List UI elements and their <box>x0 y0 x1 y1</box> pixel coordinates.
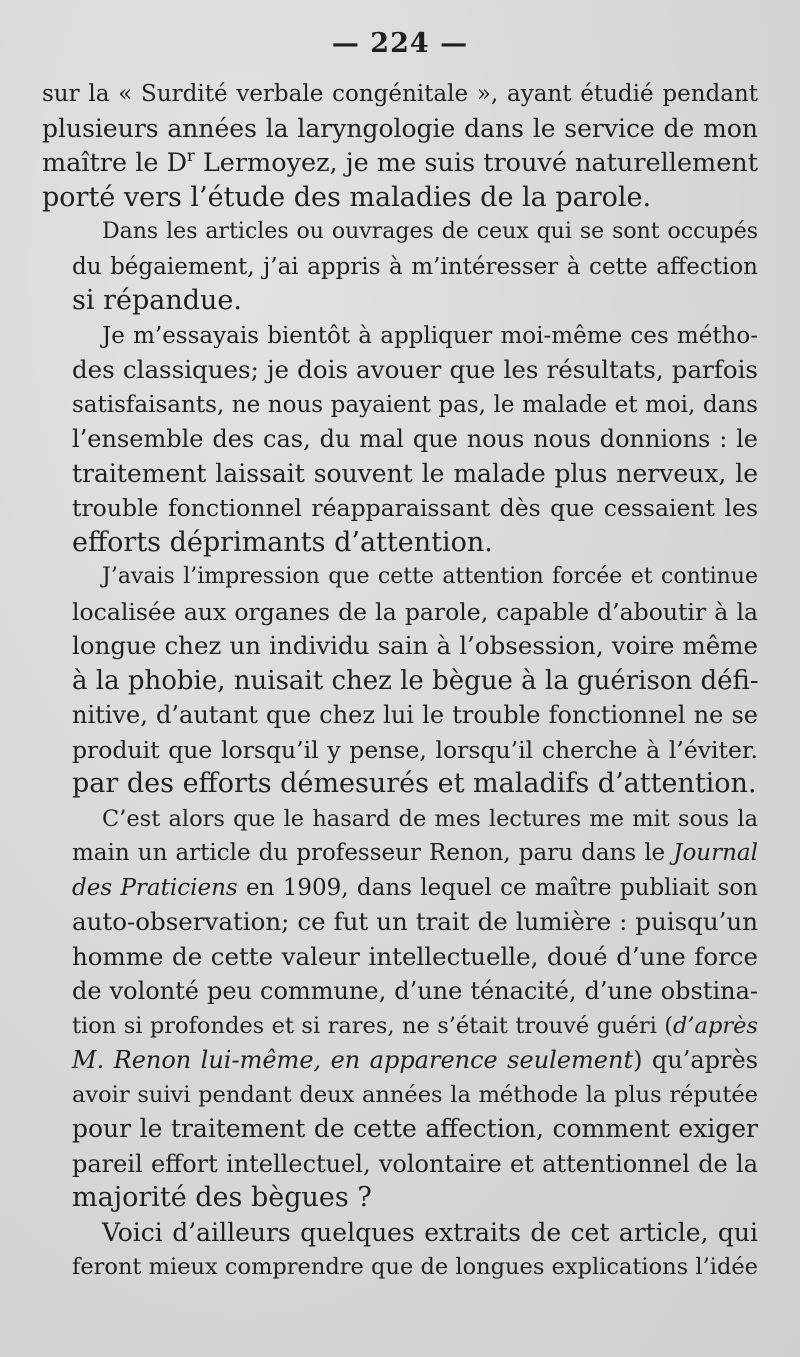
text-line: feront mieux comprendre que de longues explications l’idée <box>72 1254 758 1280</box>
text-line: pour le traitement de cette affection, comment exiger <box>72 1114 758 1143</box>
paragraph-4 <box>42 560 758 802</box>
body-text <box>42 77 758 1285</box>
text-line: l’ensemble des cas, du mal que nous nous donnions : le <box>72 425 758 453</box>
text-line: C’est alors que le hasard de mes lectures me mit sous la <box>102 805 758 832</box>
text-line: localisée aux organes de la parole, capable d’aboutir à la <box>72 597 758 626</box>
text-fragment: Lermoyez, je me suis trouvé naturellement <box>194 148 758 178</box>
text-line: plusieurs années la laryngologie dans le service de mon <box>42 113 758 143</box>
italic-text: M. Renon lui-même, en apparence seulement <box>72 1046 634 1074</box>
text-line: traitement laissait souvent le malade plus nerveux, le <box>72 458 758 488</box>
text-line: nitive, d’autant que chez lui le trouble fonctionnel ne se <box>72 701 758 729</box>
text-line: par des efforts démesurés et maladifs d’attention. <box>72 768 757 799</box>
italic-journal-title: des Praticiens <box>72 874 238 901</box>
text-line: J’avais l’impression que cette attention forcée et continue <box>102 564 758 589</box>
text-line <box>42 836 758 871</box>
paragraph-2 <box>42 215 758 319</box>
text-line: avoir suivi pendant deux années la méthode la plus réputée <box>72 1081 758 1108</box>
text-fragment: maître le D <box>42 148 188 178</box>
text-line: trouble fonctionnel réapparaissant dès que cessaient les <box>72 494 758 522</box>
text-line: longue chez un individu sain à l’obsession, voire même <box>72 631 758 660</box>
paragraph-3 <box>42 319 758 561</box>
text-line: auto-observation; ce fut un trait de lumière : puisqu’un <box>72 907 758 936</box>
text-line: si répandue. <box>72 285 242 316</box>
superscript: r <box>187 146 195 165</box>
italic-text: d’après <box>673 1012 758 1039</box>
text-line: de volonté peu commune, d’une ténacité, d’une obstina- <box>72 977 758 1005</box>
paragraph-5 <box>42 802 758 1216</box>
paragraph-6 <box>42 1216 758 1285</box>
paragraph-1 <box>42 77 758 215</box>
text-line: majorité des bègues ? <box>72 1182 372 1213</box>
text-line: efforts déprimants d’attention. <box>72 526 493 558</box>
text-line: Je m’essayais bientôt à appliquer moi-même ces métho- <box>102 322 758 349</box>
text-line: du bégaiement, j’ai appris à m’intéresser à cette affection <box>72 253 758 280</box>
text-line: à la phobie, nuisait chez le bègue à la guérison défi- <box>72 665 759 696</box>
page-number: — 224 — <box>331 28 469 59</box>
text-line: satisfaisants, ne nous payaient pas, le malade et moi, dans <box>72 391 758 418</box>
text-line <box>42 1009 758 1044</box>
text-line <box>42 146 758 181</box>
text-line: porté vers l’étude des maladies de la parole. <box>42 181 652 213</box>
text-fragment: main un article du professeur Renon, paru dans le <box>72 840 674 866</box>
text-fragment: ) qu’après <box>633 1046 759 1074</box>
text-fragment: en 1909, dans lequel ce maître publiait son <box>237 874 758 901</box>
text-line <box>42 871 758 906</box>
text-line: homme de cette valeur intellectuelle, doué d’une force <box>72 941 758 971</box>
text-line: pareil effort intellectuel, volontaire et attentionnel de la <box>72 1149 758 1178</box>
text-line: sur la « Surdité verbale congénitale », ayant étudié pendant <box>42 81 758 107</box>
text-line: des classiques; je dois avouer que les résultats, parfois <box>72 355 758 384</box>
text-line <box>42 1043 758 1078</box>
italic-journal-title: Journal <box>673 840 758 866</box>
text-line: Voici d’ailleurs quelques extraits de cet article, qui <box>102 1217 758 1247</box>
text-line: Dans les articles ou ouvrages de ceux qui se sont occupés <box>102 219 758 244</box>
text-fragment: tion si profondes et si rares, ne s’était trouvé guéri ( <box>72 1012 673 1039</box>
text-line: produit que lorsqu’il y pense, lorsqu’il cherche à l’éviter. <box>72 735 758 764</box>
